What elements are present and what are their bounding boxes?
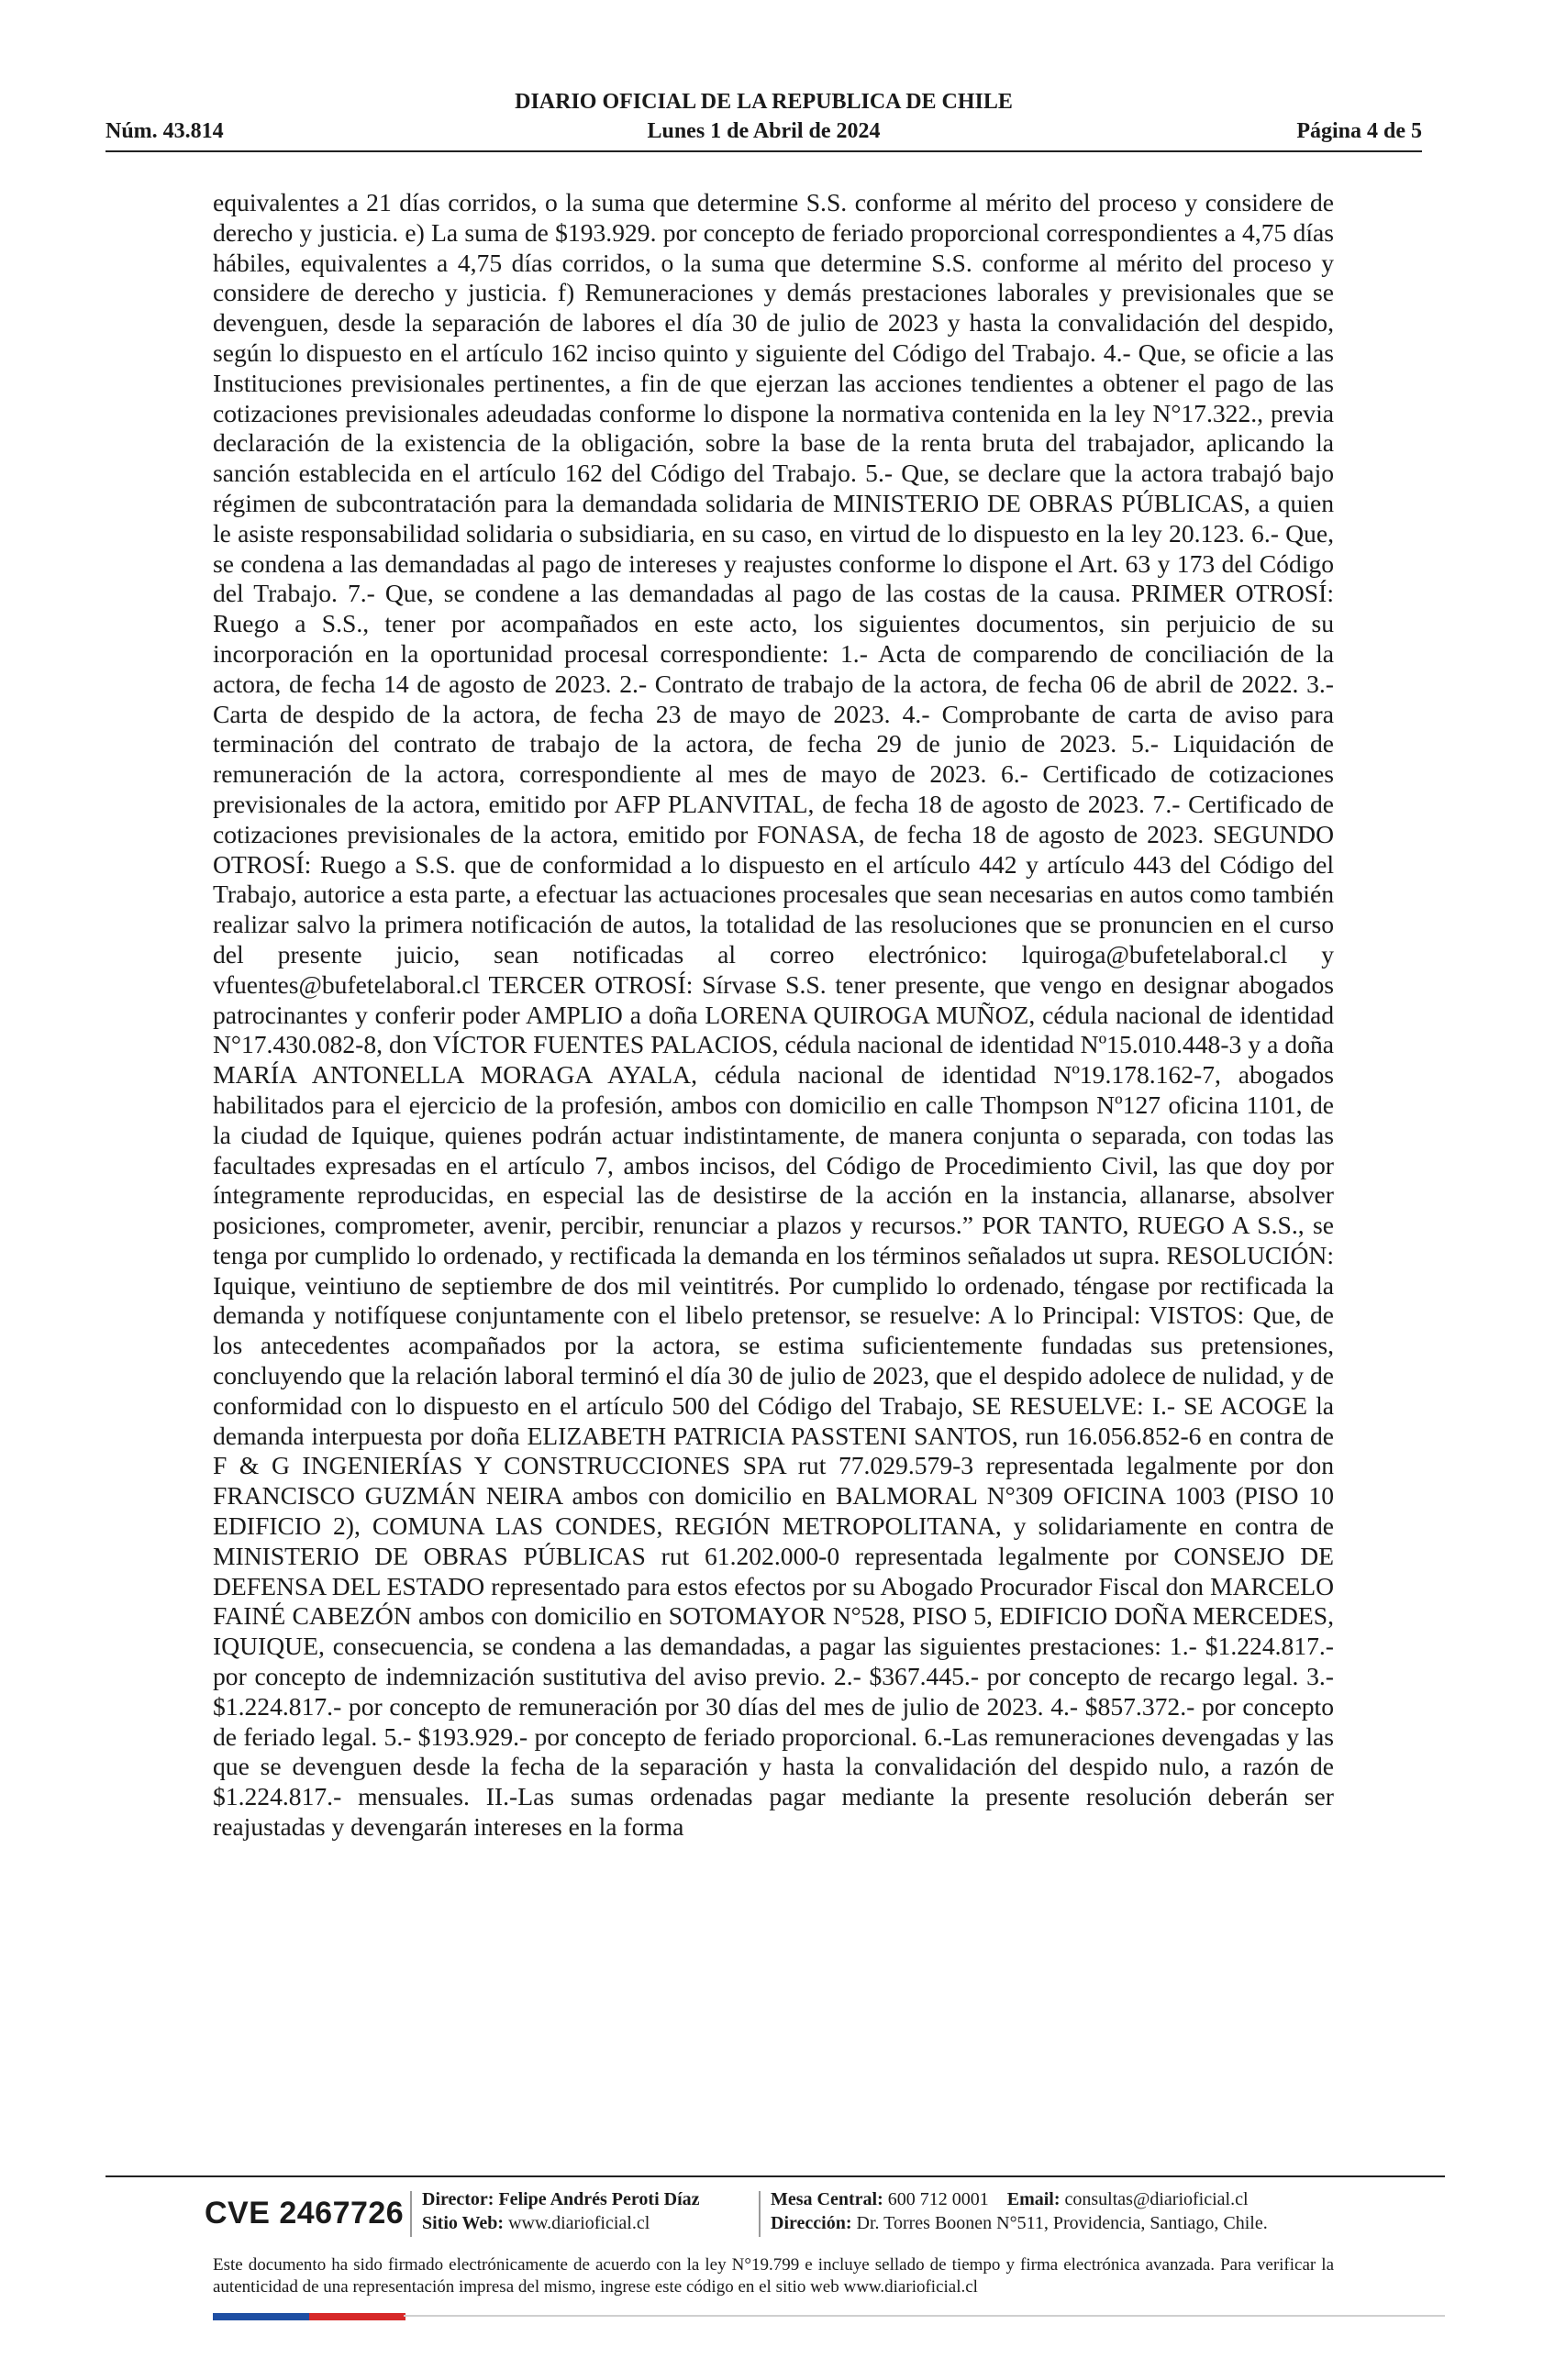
email-label: Email: [1006, 2189, 1061, 2209]
page-footer [106, 2186, 1445, 2241]
publication-title: DIARIO OFICIAL DE LA REPUBLICA DE CHILE [515, 90, 1013, 114]
bottom-divider [404, 2315, 1445, 2317]
director-label: Director: [422, 2189, 494, 2209]
address-value: Dr. Torres Boonen N°511, Providencia, Santiago, Chile. [856, 2213, 1268, 2233]
footer-contact-block [771, 2187, 1268, 2235]
document-body [213, 188, 1334, 1843]
flag-red-segment [309, 2313, 405, 2320]
phone-number: 600 712 0001 [887, 2189, 989, 2209]
header-divider [106, 150, 1422, 152]
director-name: Felipe Andrés Peroti Díaz [498, 2189, 700, 2209]
footer-separator [759, 2191, 761, 2237]
legal-notice: Este documento ha sido firmado electrónicamente de acuerdo con la ley N°19.799 e incluye sellado de tiempo y firma electrónica avanzada. Para verificar la autenticidad de una representación impresa del mismo, ingrese este código en el sitio web www.diarioficial.cl [213, 2255, 1334, 2297]
address-label: Dirección: [771, 2213, 852, 2233]
body-paragraph: equivalentes a 21 días corridos, o la suma que determine S.S. conforme al mérito del proceso y considere de derecho y justicia. e) La suma de $193.929. por concepto de feriado proporcional correspondientes a 4,75 días hábiles, equivalentes a 4,75 días corridos, o la suma que determine S.S. conforme al mérito del proceso y considere de derecho y justicia. f) Remuneraciones y demás prestaciones laborales y previsionales que se devenguen, desde la separación de labores el día 30 de julio de 2023 y hasta la convalidación del despido, según lo dispuesto en el artículo 162 inciso quinto y siguiente del Código del Trabajo. 4.- Que, se oficie a las Instituciones previsionales pertinentes, a fin de que ejerzan las acciones tendientes a obtener el pago de las cotizaciones previsionales adeudadas conforme lo dispone la normativa contenida en la ley N°17.322., previa declaración de la existencia de la obligación, sobre la base de la renta bruta del trabajador, aplicando la sanción establecida en el artículo 162 del Código del Trabajo. 5.- Que, se declare que la actora trabajó bajo régimen de subcontratación para la demandada solidaria de MINISTERIO DE OBRAS PÚBLICAS, a quien le asiste responsabilidad solidaria o subsidiaria, en su caso, en virtud de lo dispuesto en la ley 20.123. 6.- Que, se condena a las demandadas al pago de intereses y reajustes conforme lo dispone el Art. 63 y 173 del Código del Trabajo. 7.- Que, se condene a las demandadas al pago de las costas de la causa. PRIMER OTROSÍ: Ruego a S.S., tener por acompañados en este acto, los siguientes documentos, sin perjuicio de su incorporación en la oportunidad procesal correspondiente: 1.- Acta de comparendo de conciliación de la actora, de fecha 14 de agosto de 2023. 2.- Contrato de trabajo de la actora, de fecha 06 de abril de 2022. 3.- Carta de despido de la actora, de fecha 23 de mayo de 2023. 4.- Comprobante de carta de aviso para terminación del contrato de trabajo de la actora, de fecha 29 de junio de 2023. 5.- Liquidación de remuneración de la actora, correspondiente al mes de mayo de 2023. 6.- Certificado de cotizaciones previsionales de la actora, emitido por AFP PLANVITAL, de fecha 18 de agosto de 2023. 7.- Certificado de cotizaciones previsionales de la actora, emitido por FONASA, de fecha 18 de agosto de 2023. SEGUNDO OTROSÍ: Ruego a S.S. que de conformidad a lo dispuesto en el artículo 442 y artículo 443 del Código del Trabajo, autorice a esta parte, a efectuar las actuaciones procesales que sean necesarias en autos como también realizar salvo la primera notificación de autos, la totalidad de las resoluciones que se pronuncien en el curso del presente juicio, sean notificadas al correo electrónico: lquiroga@bufetelaboral.cl y vfuentes@bufetelaboral.cl TERCER OTROSÍ: Sírvase S.S. tener presente, que vengo en designar abogados patrocinantes y conferir poder AMPLIO a doña LORENA QUIROGA MUÑOZ, cédula nacional de identidad N°17.430.082-8, don VÍCTOR FUENTES PALACIOS, cédula nacional de identidad Nº15.010.448-3 y a doña MARÍA ANTONELLA MORAGA AYALA, cédula nacional de identidad Nº19.178.162-7, abogados habilitados para el ejercicio de la profesión, ambos con domicilio en calle Thompson Nº127 oficina 1101, de la ciudad de Iquique, quienes podrán actuar indistintamente, de manera conjunta o separada, con todas las facultades expresadas en el artículo 7, ambos incisos, del Código de Procedimiento Civil, las que doy por íntegramente reproducidas, en especial las de desistirse de la acción en la instancia, allanarse, absolver posiciones, comprometer, avenir, percibir, renunciar a plazos y recursos.” POR TANTO, RUEGO A S.S., se tenga por cumplido lo ordenado, y rectificada la demanda en los términos señalados ut supra. RESOLUCIÓN: Iquique, veintiuno de septiembre de dos mil veintitrés. Por cumplido lo ordenado, téngase por rectificada la demanda y notifíquese conjuntamente con el libelo pretensor, se resuelve: A lo Principal: VISTOS: Que, de los antecedentes acompañados por la actora, se estima suficientemente fundadas sus pretensiones, concluyendo que la relación laboral terminó el día 30 de julio de 2023, que el despido adolece de nulidad, y de conformidad con lo dispuesto en el artículo 500 del Código del Trabajo, SE RESUELVE: I.- SE ACOGE la demanda interpuesta por doña ELIZABETH PATRICIA PASSTENI SANTOS, run 16.056.852-6 en contra de F & G INGENIERÍAS Y CONSTRUCCIONES SPA rut 77.029.579-3 representada legalmente por don FRANCISCO GUZMÁN NEIRA ambos con domicilio en BALMORAL N°309 OFICINA 1003 (PISO 10 EDIFICIO 2), COMUNA LAS CONDES, REGIÓN METROPOLITANA, y solidariamente en contra de MINISTERIO DE OBRAS PÚBLICAS rut 61.202.000-0 representada legalmente por CONSEJO DE DEFENSA DEL ESTADO representado para estos efectos por su Abogado Procurador Fiscal don MARCELO FAINÉ CABEZÓN ambos con domicilio en SOTOMAYOR N°528, PISO 5, EDIFICIO DOÑA MERCEDES, IQUIQUE, consecuencia, se condena a las demandadas, a pagar las siguientes prestaciones: 1.- $1.224.817.- por concepto de indemnización sustitutiva del aviso previo. 2.- $367.445.- por concepto de recargo legal. 3.- $1.224.817.- por concepto de remuneración por 30 días del mes de julio de 2023. 4.- $857.372.- por concepto de feriado legal. 5.- $193.929.- por concepto de feriado proporcional. 6.-Las remuneraciones devengadas y las que se devenguen desde la fecha de la separación y hasta la convalidación del despido nulo, a razón de $1.224.817.- mensuales. II.-Las sumas ordenadas pagar mediante la presente resolución deberán ser reajustadas y devengarán intereses en la forma [213, 188, 1334, 1842]
page-number: Página 4 de 5 [1296, 119, 1422, 143]
web-label: Sitio Web: [422, 2213, 505, 2233]
flag-blue-segment [213, 2313, 309, 2320]
web-link[interactable]: www.diarioficial.cl [508, 2213, 650, 2233]
issue-number: Núm. 43.814 [106, 119, 224, 143]
footer-separator [410, 2191, 412, 2237]
footer-director-block [422, 2187, 700, 2235]
issue-date: Lunes 1 de Abril de 2024 [647, 119, 881, 143]
email-link[interactable]: consultas@diarioficial.cl [1064, 2189, 1249, 2209]
page-header [106, 88, 1422, 147]
flag-color-bar [213, 2313, 405, 2320]
phone-label: Mesa Central: [771, 2189, 883, 2209]
cve-code: CVE 2467726 [205, 2196, 405, 2231]
footer-divider [106, 2175, 1445, 2177]
